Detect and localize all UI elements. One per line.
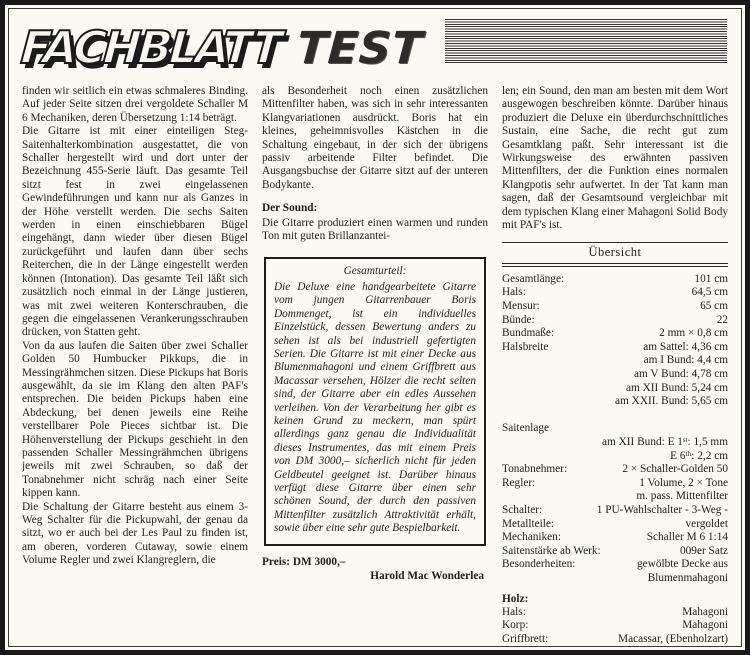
column-middle: [262, 85, 488, 647]
spec-row: [502, 504, 728, 518]
spec-row: [502, 572, 728, 586]
body-paragraph: Von da aus laufen die Saiten über zwei Schaller Golden 50 Humbucker Pikkups, die in Messingrähmchen sitzen. Diese Pickups hat Boris ausgewählt, da sie im Klang den alten PAF's entsprechen. Die beiden Pickups haben eine Abdeckung, bei denen jeweils eine Reihe verstellbarer Pole Pieces sichtbar ist. Die Höhenverstellung der Pickups geschieht in den passenden Schaller Messingrähmchen übrigens jeweils mit zwei Schrauben, so daß der Tonabnehmer nicht schräg nach einer Seite kippen kann.: [22, 339, 248, 500]
body-paragraph: Die Gitarre ist mit einer einteiligen Steg-Saitenhalterkombination ausgestattet, die von Schaller hergestellt wird und dort unter der Bezeichnung 455-Serie läuft. Das gesamte Teil sitzt fest in zwei eingelassenen Gewindeführungen und kann nur als Ganzes in der Höhe verstellt werden. Die sechs Saiten werden in einen einschiebbaren Bügel eingehängt, dann wieder über diesen Bügel zurückgeführt und laufen dann über sechs Reiterchen, die in der Länge eingestellt werden können (Intonation). Das gesamte Teil läßt sich zusätzlich noch einmal in der Länge justieren, was mit zwei weiteren Konterschrauben, die gegen die eingelassenen Verankerungsschrauben drücken, von Statten geht.: [22, 125, 248, 339]
body-paragraph: Die Gitarre produziert einen warmen und runden Ton mit guten Brillanzantei-: [262, 216, 488, 243]
spec-row: [502, 531, 728, 545]
spec-label: Bünde:: [502, 313, 535, 326]
spec-label: Mechaniken:: [502, 531, 561, 544]
article-columns: [19, 85, 731, 647]
wood-value: Macassar, (Ebenholzart): [618, 632, 728, 645]
spec-value: 2 × Schaller-Golden 50: [622, 463, 728, 476]
author-name: Harold Mac Wonderlea: [370, 570, 484, 582]
spec-row: [502, 490, 728, 504]
spec-row: [502, 314, 728, 328]
spec-value: [502, 409, 728, 423]
verdict-box: [264, 257, 486, 545]
spec-value: m. pass. Mittenfilter: [636, 490, 728, 503]
spec-row: [502, 545, 728, 559]
page-inner-frame: [8, 8, 742, 647]
spec-row: [502, 395, 728, 409]
body-paragraph: finden wir seitlich ein etwas schmaleres Binding. Auf jeder Seite sitzen drei vergoldete Schaller M 6 Mechaniken, deren Übersetzung 1:14 beträgt.: [22, 85, 248, 124]
wood-label: Griffbrett:: [502, 632, 549, 645]
wood-value: Mahagoni: [682, 605, 728, 618]
wood-row: [502, 633, 728, 647]
spec-value: am XII Bund: E 1ˢᵗ: 1,5 mm: [602, 436, 728, 448]
spec-row: [502, 436, 728, 450]
logo-text-fachblatt: FACHBLATT: [19, 21, 281, 74]
spec-value: am XII Bund: 5,24 cm: [626, 381, 728, 394]
body-paragraph: als Besonderheit noch einen zusätzlichen Mittenfilter haben, was sich in sehr interessanten Klangvariationen ausdrückt. Boris hat ein kleines, geheimnisvolles Kästchen in die Schaltung eingebaut, in der sich der übrigens passiv arbeitende Filter befindet. Die Ausgangsbuchse der Gitarre sitzt auf der unteren Bodykante.: [262, 85, 488, 191]
wood-label: Korp:: [502, 619, 529, 632]
masthead: [21, 17, 729, 79]
spec-value: 1 Volume, 2 × Tone: [639, 476, 728, 489]
spec-value: [549, 422, 728, 436]
spec-value: Blumenmahagoni: [647, 571, 728, 584]
spec-label: Regler:: [502, 476, 536, 489]
body-paragraph: Die Schaltung der Gitarre besteht aus einem 3-Weg Schalter für die Pickupwahl, der genau da sitzt, wo er auch bei der Les Paul zu finden ist, am oberen, vorderen Cutaway, sowie einem Volume Regler und zwei Klangreglern, die: [22, 500, 248, 567]
spec-row: [502, 273, 728, 287]
wood-table: [502, 606, 728, 647]
spec-value: am Sattel: 4,36 cm: [643, 340, 728, 353]
wood-value: Mahagoni: [682, 619, 728, 632]
spec-value: 2 mm × 0,8 cm: [659, 327, 728, 340]
spec-label: Schalter:: [502, 503, 543, 516]
spec-label: Hals:: [502, 286, 526, 299]
fachblatt-logo: [19, 21, 425, 74]
spec-value: Schaller M 6 1:14: [646, 531, 728, 544]
column-right: [502, 85, 728, 647]
spec-label: Saitenstärke ab Werk:: [502, 544, 601, 557]
spec-table: [502, 273, 728, 586]
spec-row: [502, 518, 728, 532]
spec-value: 009er Satz: [680, 544, 728, 557]
spec-value: vergoldet: [685, 517, 728, 530]
spec-label: Halsbreite: [502, 340, 549, 353]
spec-row: [502, 422, 728, 436]
wood-row: [502, 619, 728, 633]
spec-value: gewölbte Decke aus: [637, 558, 728, 571]
spec-label: Tonabnehmer:: [502, 463, 568, 476]
spec-row: [502, 477, 728, 491]
spec-value: 22: [716, 313, 728, 326]
spec-label: Gesamtlänge:: [502, 272, 565, 285]
wood-label: Hals:: [502, 605, 526, 618]
body-paragraph: len; ein Sound, den man am besten mit dem Wort ausgewogen beschreiben könnte. Darüber hinaus produziert die Deluxe ein überdurchschnittliches Sustain, eine Sache, die recht gut zum Gesamtklang paßt. Sehr interessant ist die Wirkungsweise des erwähnten passiven Mittenfilters, der die Funktion eines normalen Klangpotis sehr aufwertet. In der Tat kann man sagen, daß der Gesamtsound vergleichbar mit dem typischen Klang einer Mahagoni Solid Body mit PAF's ist.: [502, 85, 728, 232]
spec-value: 65 cm: [700, 300, 728, 313]
spec-row: [502, 286, 728, 300]
spec-row: [502, 341, 728, 355]
spec-value: am V Bund: 4,78 cm: [633, 368, 728, 381]
spec-value: am I Bund: 4,4 cm: [643, 354, 728, 367]
logo-text-test: TEST: [295, 23, 425, 74]
spec-label: Metallteile:: [502, 517, 555, 530]
decorative-line-block: [445, 19, 727, 63]
spec-value: E 6ᵗʰ: 2,2 cm: [670, 449, 728, 462]
spec-row: [502, 354, 728, 368]
overview-double-rule: [502, 263, 728, 267]
spec-value: 101 cm: [694, 272, 728, 285]
spec-row: [502, 463, 728, 477]
wood-row: [502, 606, 728, 620]
spec-row: [502, 300, 728, 314]
column-left: [22, 85, 248, 647]
spec-label: Bundmaße:: [502, 327, 555, 340]
verdict-title: Gesamturteil:: [343, 265, 407, 278]
spec-value: 1 PU-Wahlschalter - 3-Weg -: [596, 503, 728, 516]
price-label: Preis: DM 3000,–: [262, 555, 346, 568]
wood-section-heading: Holz:: [502, 592, 529, 605]
spec-row: [502, 368, 728, 382]
spec-label: Saitenlage: [502, 422, 550, 435]
spec-label: Besonderheiten:: [502, 558, 576, 571]
spec-label: Mensur:: [502, 300, 540, 313]
spec-value: am XXII. Bund: 5,65 cm: [615, 395, 728, 408]
spec-value: 64,5 cm: [691, 286, 728, 299]
spec-row: [502, 558, 728, 572]
verdict-text: Die Deluxe eine handgearbeitete Gitarre vom jungen Gitarrenbauer Boris Dommenget, ist ein individuelles Einzelstück, dessen Bewertung anders zu sehen ist als bei industriell gefertigten Serien. Die Gitarre ist mit einer Decke aus Blumenmahagoni und einem Griffbrett aus Macassar versehen, Hölzer die recht selten sind, der Gitarre aber ein edles Aussehen verleihen. Von der Verarbeitung her gibt es keinen Grund zu meckern, man spürt allerdings ganz genau die Individualität dieses Instrumentes, das mit einem Preis von DM 3000,– sicherlich nicht für jeden Geldbeutel geeignet ist. Darüber hinaus verfügt diese Gitarre über einen sehr schönen Sound, der durch den passiven Mittenfilter zusätzlich Attraktivität erhält, sowie über eine sehr gute Bespielbarkeit.: [274, 280, 476, 535]
spec-row: [502, 327, 728, 341]
spec-row: [502, 409, 728, 423]
spec-row: [502, 450, 728, 464]
sound-section-heading: Der Sound:: [262, 202, 318, 215]
spec-row: [502, 382, 728, 396]
overview-title: Übersicht: [502, 242, 728, 259]
